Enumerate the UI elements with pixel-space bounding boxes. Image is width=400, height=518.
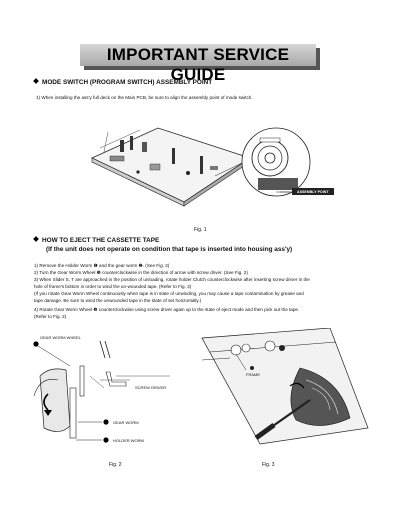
- step-line: tape damage. Be sure to wind the unwounded tape in the state of set horizontally.): [34, 298, 202, 303]
- step-line: 4) Rotate Gear Worm Wheel ❸ counterclockwise using screw driver again up to the state of eject mode and then pick out the tape.: [34, 307, 300, 312]
- fig1-caption: Fig. 1: [194, 227, 207, 233]
- bullet-diamond-icon: [33, 236, 39, 242]
- step-line: (If you rotate Gear Worm Wheel continuously when tape is in state of unwinding, you may cause a tape contamination by grease and: [34, 291, 304, 296]
- fig2-label-gear: GEAR WORM: [113, 420, 139, 425]
- section2-subheading: (If the unit does not operate on condition that tape is inserted into housing ass'y): [46, 246, 293, 253]
- step-line: (Refer to Fig. 2): [34, 314, 67, 319]
- step-line: 1) Remove the Holder Worm ❶ and the gear worm ❷. (See Fig. 2): [34, 263, 170, 268]
- section1-step1: 1) When installing the ass'y full deck on the Main PCB, be sure to align the assembly point of mode switch.: [36, 95, 253, 100]
- fig2-label-holder: HOLDER WORM: [113, 438, 144, 443]
- fig3-label-frame: FRAME: [246, 372, 260, 377]
- step-line: 2) Turn the Gear Worm Wheel ❸ counterclockwise in the direction of arrow with screw driver. (See Fig. 2): [34, 270, 248, 275]
- assembly-point-callout: ASSEMBLY POINT: [297, 190, 329, 194]
- step-line: 3) When Slider S, T are approached in the position of unloading, rotate holder Clutch counterclockwise after inserting screw driver in the: [34, 277, 310, 282]
- fig1-illustration: [80, 118, 380, 218]
- fig3-illustration: [200, 328, 370, 448]
- section1-heading-row: [34, 79, 212, 86]
- section2-heading-row: [34, 237, 159, 244]
- fig2-label-driver: SCREW DRIVER: [135, 385, 167, 390]
- fig2-label-wheel: GEAR WORM WHEEL: [40, 335, 81, 340]
- fig2-caption: Fig. 2: [109, 462, 122, 468]
- section2-heading: HOW TO EJECT THE CASSETTE TAPE: [42, 237, 160, 244]
- page-title: IMPORTANT SERVICE GUIDE: [106, 45, 290, 84]
- bullet-diamond-icon: [33, 78, 39, 84]
- fig3-caption: Fig. 3: [262, 462, 275, 468]
- section1-heading: MODE SWITCH (PROGRAM SWITCH) ASSEMBLY POINT: [42, 79, 213, 86]
- step-line: hole of frame's bottom in order to wind the un-wounded tape. (Refer to Fig. 3): [34, 284, 192, 289]
